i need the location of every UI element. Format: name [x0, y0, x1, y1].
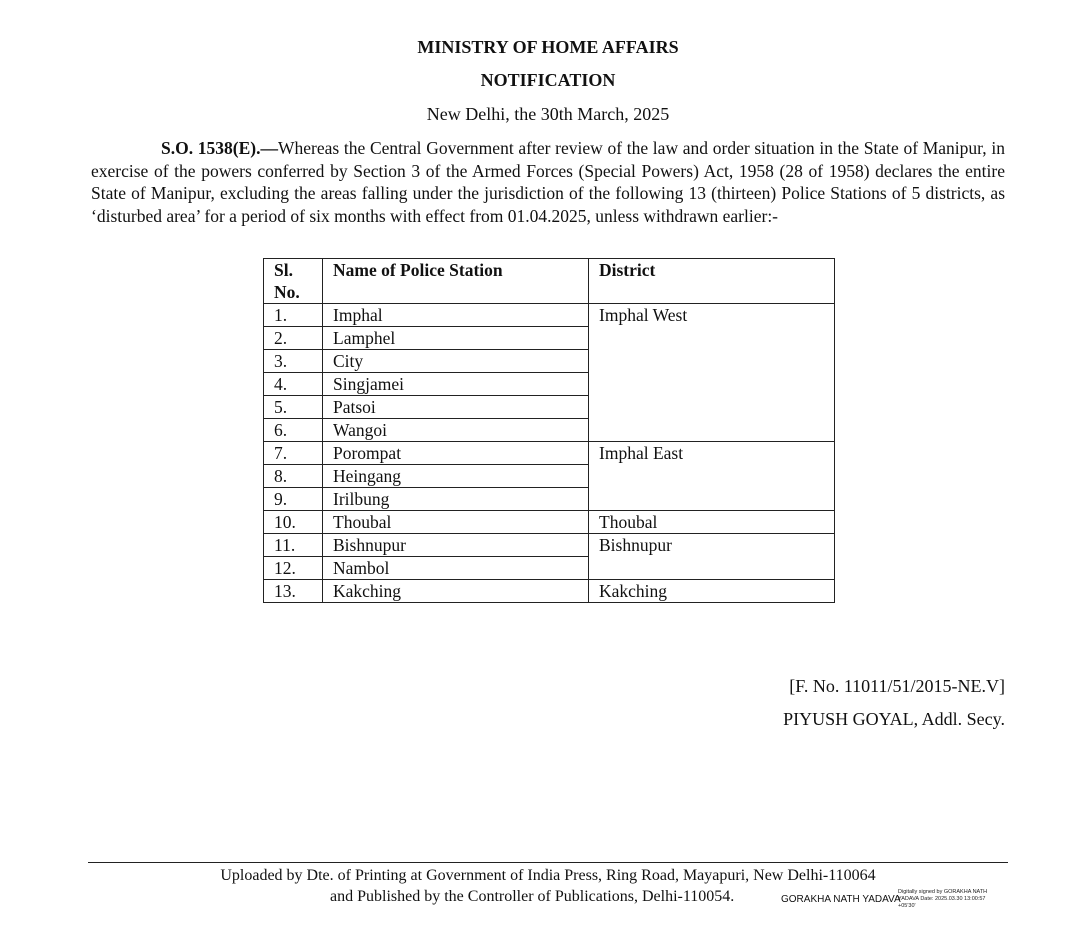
- sl-no-cell: 3.: [264, 350, 323, 373]
- sl-no-cell: 7.: [264, 442, 323, 465]
- station-cell: Lamphel: [323, 327, 589, 350]
- station-cell: Imphal: [323, 304, 589, 327]
- sl-no-cell: 13.: [264, 580, 323, 603]
- sl-no-cell: 6.: [264, 419, 323, 442]
- station-cell: Irilbung: [323, 488, 589, 511]
- station-cell: Kakching: [323, 580, 589, 603]
- notification-body: [91, 137, 1005, 227]
- station-cell: Nambol: [323, 557, 589, 580]
- signatory: PIYUSH GOYAL, Addl. Secy.: [783, 709, 1005, 729]
- sl-no-cell: 4.: [264, 373, 323, 396]
- station-cell: Thoubal: [323, 511, 589, 534]
- station-cell: Singjamei: [323, 373, 589, 396]
- district-cell: Bishnupur: [589, 534, 835, 580]
- station-cell: Patsoi: [323, 396, 589, 419]
- table-row: [264, 580, 835, 603]
- sl-no-cell: 11.: [264, 534, 323, 557]
- district-cell: Kakching: [589, 580, 835, 603]
- sl-no-cell: 8.: [264, 465, 323, 488]
- file-number: [F. No. 11011/51/2015-NE.V]: [789, 676, 1005, 696]
- sl-no-cell: 2.: [264, 327, 323, 350]
- sl-no-cell: 12.: [264, 557, 323, 580]
- police-station-table: [263, 258, 835, 603]
- station-cell: Bishnupur: [323, 534, 589, 557]
- table-row: [264, 304, 835, 327]
- digital-signer-name: GORAKHA NATH YADAVA: [781, 894, 901, 905]
- station-cell: Wangoi: [323, 419, 589, 442]
- sl-no-cell: 5.: [264, 396, 323, 419]
- header-sl-no: [264, 259, 323, 304]
- header-sl-line1: Sl.: [274, 260, 293, 280]
- body-paragraph: Whereas the Central Government after review of the law and order situation in the State of Manipur, in exercise of the powers conferred by Section 3 of the Armed Forces (Special Powers) Act, 1958 (28 of 1958) declares the entire State of Manipur, excluding the areas falling under the jurisdiction of the following 13 (thirteen) Police Stations of 5 districts, as ‘disturbed area’ for a period of six months with effect from 01.04.2025, unless withdrawn earlier:-: [91, 138, 1005, 226]
- table-body: [264, 304, 835, 603]
- district-cell: Thoubal: [589, 511, 835, 534]
- header-station: Name of Police Station: [323, 259, 589, 304]
- header-sl-line2: No.: [274, 282, 300, 302]
- station-cell: Porompat: [323, 442, 589, 465]
- sl-no-cell: 10.: [264, 511, 323, 534]
- notification-heading: NOTIFICATION: [480, 70, 616, 90]
- dateline: New Delhi, the 30th March, 2025: [426, 104, 670, 124]
- header-district: District: [589, 259, 835, 304]
- sl-no-cell: 1.: [264, 304, 323, 327]
- table-header-row: [264, 259, 835, 304]
- station-cell: Heingang: [323, 465, 589, 488]
- footer-line-2: and Published by the Controller of Publications, Delhi-110054.: [330, 888, 735, 905]
- digital-signature-details: Digitally signed by GORAKHA NATH YADAVA Date: 2025.03.30 13:00:57 +05'30': [898, 889, 988, 909]
- footer-line-1: Uploaded by Dte. of Printing at Government of India Press, Ring Road, Mayapuri, New Delhi-110064: [220, 867, 876, 884]
- ministry-title: MINISTRY OF HOME AFFAIRS: [417, 37, 679, 57]
- so-number: S.O. 1538(E).—: [161, 138, 278, 158]
- table-row: [264, 534, 835, 557]
- table-row: [264, 442, 835, 465]
- footer-divider: [88, 862, 1008, 863]
- sl-no-cell: 9.: [264, 488, 323, 511]
- district-cell: Imphal West: [589, 304, 835, 442]
- station-cell: City: [323, 350, 589, 373]
- district-cell: Imphal East: [589, 442, 835, 511]
- table-row: [264, 511, 835, 534]
